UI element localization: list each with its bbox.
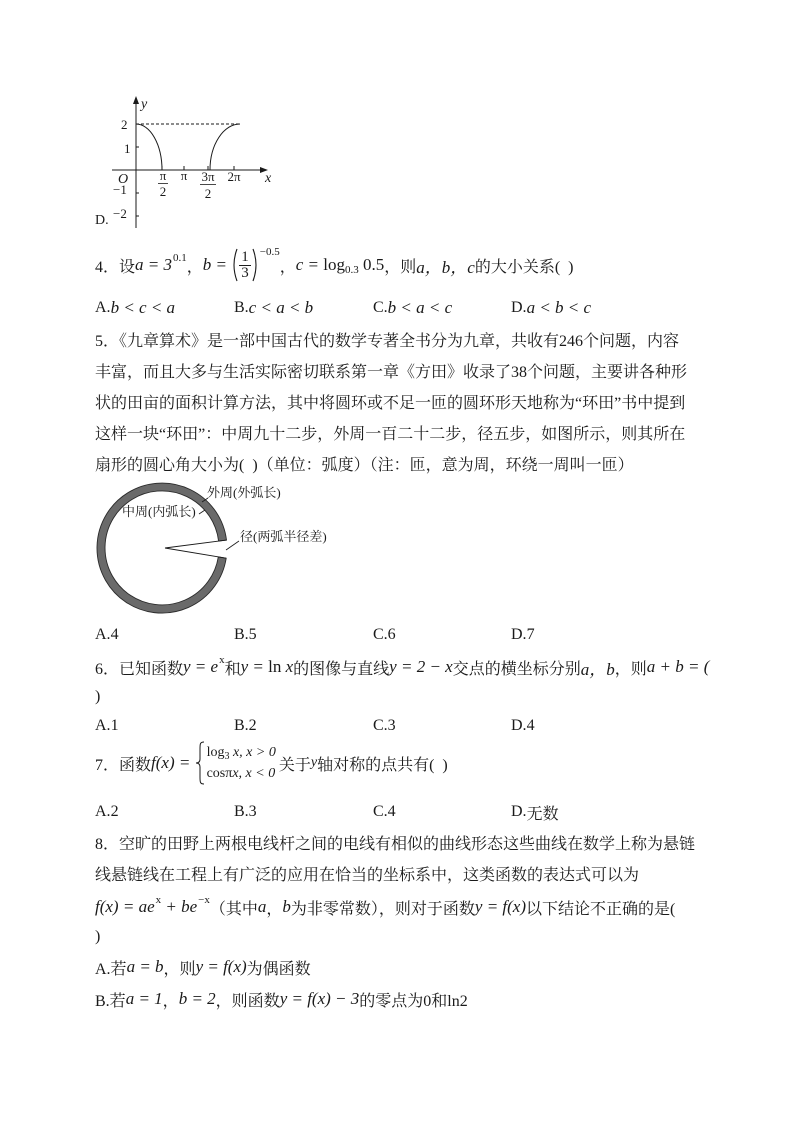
q6-option-a-label: A. (95, 717, 111, 734)
q8-option-b (95, 987, 468, 1011)
q5-line-5-text: 扇形的圆心角大小为( )（单位：弧度）（注：匝，意为周，环绕一周叫一匝） (95, 456, 634, 474)
q4-option-b-value: c < a < b (248, 298, 314, 317)
q6-option-d (511, 714, 535, 738)
q4-right-paren (252, 248, 259, 282)
q8-note-separator: ， (266, 900, 283, 918)
q8-note-2: 为非零常数），则对于函数 (290, 900, 475, 918)
q7-tail: 轴对称的点共有( ) (317, 756, 448, 774)
q6-option-d-label: D. (511, 717, 527, 734)
q8-option-a-condition: a = b (126, 957, 164, 976)
q4-option-d (511, 296, 591, 320)
q5-option-d-value: 7 (526, 626, 535, 643)
q5-option-c-label: C. (373, 626, 388, 643)
q4-option-a (95, 296, 175, 320)
q7-intro: 7．函数 (95, 756, 152, 774)
q5-option-c-value: 6 (387, 626, 396, 643)
q7-cases (207, 742, 276, 784)
q7-mid: 关于 (278, 756, 311, 774)
y-tick-label-minus-2: −2 (113, 206, 127, 221)
q5-line-4 (95, 420, 685, 444)
q4-b-numerator: 1 (241, 248, 249, 265)
x-tick-label-two-pi: 2π (227, 169, 241, 184)
q8-option-a-function: y = f(x) (195, 957, 247, 976)
q8-tail: 以下结论不正确的是( (526, 900, 676, 918)
q6-option-d-value: 4 (526, 717, 535, 734)
ring-field-figure (90, 478, 350, 620)
q8-note-1: （其中 (209, 900, 258, 918)
q4-a-definition: a = 3 (135, 255, 172, 274)
q4-a-exponent: 0.1 (173, 252, 187, 264)
sector-edge-upper (165, 540, 227, 548)
q8-option-b-tail: 的零点为0和ln2 (359, 992, 468, 1010)
x-tick-label-pi-half-num: π (159, 168, 167, 183)
q5-option-b-value: 5 (248, 626, 257, 643)
q7-option-b-value: 3 (248, 803, 257, 820)
inner-arc-label: 中周(内弧长) (122, 504, 196, 519)
q8-exponent-1: x (155, 894, 162, 906)
q4-option-b (234, 296, 313, 320)
q4-left-paren (231, 248, 238, 282)
q8-var-b: b (282, 897, 291, 916)
q6-ln-arg: x (281, 657, 294, 676)
q6-sum: a + b = ( (646, 657, 710, 676)
q6-mid-2: 交点的横坐标分别 (452, 660, 581, 678)
question-4 (95, 247, 573, 283)
q8-option-b-function: y = f(x) − 3 (279, 989, 360, 1008)
ring-sector (97, 483, 227, 613)
q5-option-c (373, 623, 396, 647)
sector-edge-lower (165, 548, 226, 558)
q6-and: 和 (224, 660, 241, 678)
q7-case-1-condition: x, x > 0 (229, 745, 276, 760)
q5-line-1-text: 5．《九章算术》是一部中国古代的数学专著全书分为九章，共收有246个问题，内容 (95, 332, 680, 350)
q7-case-1-log: log (206, 745, 225, 760)
q8-line-2-text: 线悬链线在工程上有广泛的应用在恰当的坐标系中，这类函数的表达式可以为 (95, 866, 640, 884)
y-axis-label: y (141, 97, 148, 112)
q5-option-a (95, 623, 119, 647)
y-tick-label-minus-1: −1 (113, 182, 127, 197)
q6-option-b-value: 2 (248, 717, 257, 734)
question-6 (95, 655, 709, 679)
q8-exponent-2: −x (198, 894, 210, 906)
option-d-label: D. (95, 213, 109, 228)
q8-option-b-condition-1: a = 1 (125, 989, 163, 1008)
q7-option-d (511, 800, 559, 824)
q6-variables: a，b (580, 659, 615, 679)
q5-line-5 (95, 451, 634, 475)
q6-option-c-value: 3 (387, 717, 396, 734)
q6-intro: 6．已知函数 (95, 660, 184, 678)
q7-brace (195, 741, 205, 785)
q4-tail: 的大小关系( ) (474, 258, 574, 276)
q7-case-2-cos: cosπ (206, 766, 233, 781)
q8-option-b-separator: ， (162, 992, 179, 1010)
inner-label-leader (199, 510, 205, 514)
q7-case-1 (207, 742, 276, 763)
q5-line-1 (95, 327, 679, 351)
q4-b-denominator: 3 (241, 264, 249, 281)
y-axis-arrow (133, 96, 139, 104)
q6-option-a-value: 1 (110, 717, 119, 734)
q4-c-log-argument: 0.5 (358, 255, 385, 274)
q5-option-d-label: D. (511, 626, 527, 643)
q8-option-b-condition-2: b = 2 (178, 989, 216, 1008)
q6-exp-exponent: x (219, 654, 225, 666)
q7-option-c (373, 800, 396, 824)
q6-close-paren: ) (95, 688, 101, 705)
q4-option-a-value: b < c < a (110, 298, 176, 317)
q5-line-2 (95, 358, 687, 382)
q6-ln: ln (268, 657, 282, 676)
origin-label: O (118, 172, 129, 187)
q7-option-a-value: 2 (110, 803, 119, 820)
x-tick-label-three-pi-half-den: 2 (204, 186, 212, 201)
q4-b-definition: b = (202, 255, 232, 274)
q4-option-d-label: D. (511, 299, 527, 316)
q7-option-b-label: B. (234, 803, 249, 820)
q5-option-d (511, 623, 535, 647)
q7-case-2 (207, 763, 276, 784)
q7-option-c-value: 4 (387, 803, 396, 820)
q5-line-2-text: 丰富，而且大多与生活实际密切联系第一章《方田》收录了38个问题，主要讲各种形 (95, 363, 688, 381)
x-tick-label-pi-half-den: 2 (159, 184, 167, 199)
q8-option-a (95, 955, 311, 979)
q5-line-3-text: 状的田亩的面积计算方法，其中将圆环或不足一匝的圆环形天地称为“环田”书中提到 (95, 394, 686, 412)
q8-line-1-text: 8．空旷的田野上两根电线杆之间的电线有相似的曲线形态这些曲线在数学上称为悬链 (95, 835, 696, 853)
q6-option-c (373, 714, 396, 738)
q6-option-b (234, 714, 257, 738)
q4-b-exponent: −0.5 (259, 246, 280, 258)
outer-arc-label: 外周(外弧长) (207, 485, 281, 500)
q5-line-3 (95, 389, 685, 413)
q8-option-b-mid: ，则函数 (215, 992, 280, 1010)
q6-mid-3: ，则 (614, 660, 647, 678)
q5-line-4-text: 这样一块“环田”：中周九十二步，外周一百二十二步，径五步，如图所示，则其所在 (95, 425, 686, 443)
q8-line-3 (95, 895, 675, 919)
q6-line-2 (95, 685, 100, 709)
q6-option-a (95, 714, 119, 738)
q6-mid: 的图像与直线 (293, 660, 390, 678)
q4-separator-2: ， (279, 258, 296, 276)
q8-close-paren: ) (95, 928, 101, 945)
q7-option-b (234, 800, 257, 824)
q8-line-1 (95, 830, 695, 854)
x-tick-label-three-pi-half-num: 3π (201, 169, 215, 184)
q8-option-a-tail: 为偶函数 (246, 960, 311, 978)
curve-right (210, 124, 240, 170)
q4-option-c-value: b < a < c (387, 298, 453, 317)
x-axis-label: x (265, 171, 272, 186)
radius-label-leader (226, 541, 239, 550)
q4-option-a-label: A. (95, 299, 111, 316)
q7-option-c-label: C. (373, 803, 388, 820)
q4-c-log: log (323, 255, 345, 274)
radius-diff-label: 径(两弧半径差) (240, 529, 327, 544)
q6-line-equation: y = 2 − x (389, 657, 453, 676)
y-tick-label-1: 1 (124, 141, 131, 156)
curve-left (136, 124, 162, 170)
q8-function: y = f(x) (474, 897, 527, 916)
q6-option-c-label: C. (373, 717, 388, 734)
question-7 (95, 741, 448, 785)
q4-c-definition: c = (295, 255, 324, 274)
q8-var-a: a (257, 897, 267, 916)
q4-option-c-label: C. (373, 299, 388, 316)
q4-then: ，则 (384, 258, 417, 276)
q5-option-b-label: B. (234, 626, 249, 643)
q8-option-a-prefix: A.若 (95, 960, 127, 978)
q7-case-2-condition: x, x < 0 (232, 766, 276, 781)
q6-option-b-label: B. (234, 717, 249, 734)
y-tick-label-2: 2 (121, 117, 128, 132)
q7-option-a (95, 800, 119, 824)
q8-option-a-mid: ，则 (163, 960, 196, 978)
q4-b-fraction (239, 250, 251, 281)
q8-option-b-prefix: B.若 (95, 992, 126, 1010)
q4-separator-1: ， (186, 258, 203, 276)
q8-line-4 (95, 925, 100, 949)
q4-option-b-label: B. (234, 299, 249, 316)
q4-variables: a，b，c (416, 257, 475, 277)
q7-option-d-label: D. (511, 803, 527, 820)
q4-c-log-base: 0.3 (345, 264, 359, 276)
q7-case-1-log-base: 3 (224, 751, 230, 762)
q5-option-a-value: 4 (110, 626, 119, 643)
option-d-graph (90, 90, 290, 230)
q4-option-d-value: a < b < c (526, 298, 592, 317)
q7-axis-variable: y (310, 755, 318, 770)
q8-line-2 (95, 861, 639, 885)
q8-function-lhs: f(x) = ae (95, 897, 155, 916)
q8-function-mid: + be (161, 897, 198, 916)
q6-exp-function: y = e (183, 657, 219, 676)
q4-intro: 4．设 (95, 258, 136, 276)
q7-option-a-label: A. (95, 803, 111, 820)
q7-option-d-value: 无数 (526, 805, 559, 823)
q5-option-b (234, 623, 257, 647)
q4-option-c (373, 296, 452, 320)
x-tick-label-pi: π (180, 168, 188, 183)
q6-ln-lhs: y = (240, 657, 269, 676)
q5-option-a-label: A. (95, 626, 111, 643)
q7-function-lhs: f(x) = (151, 753, 195, 772)
